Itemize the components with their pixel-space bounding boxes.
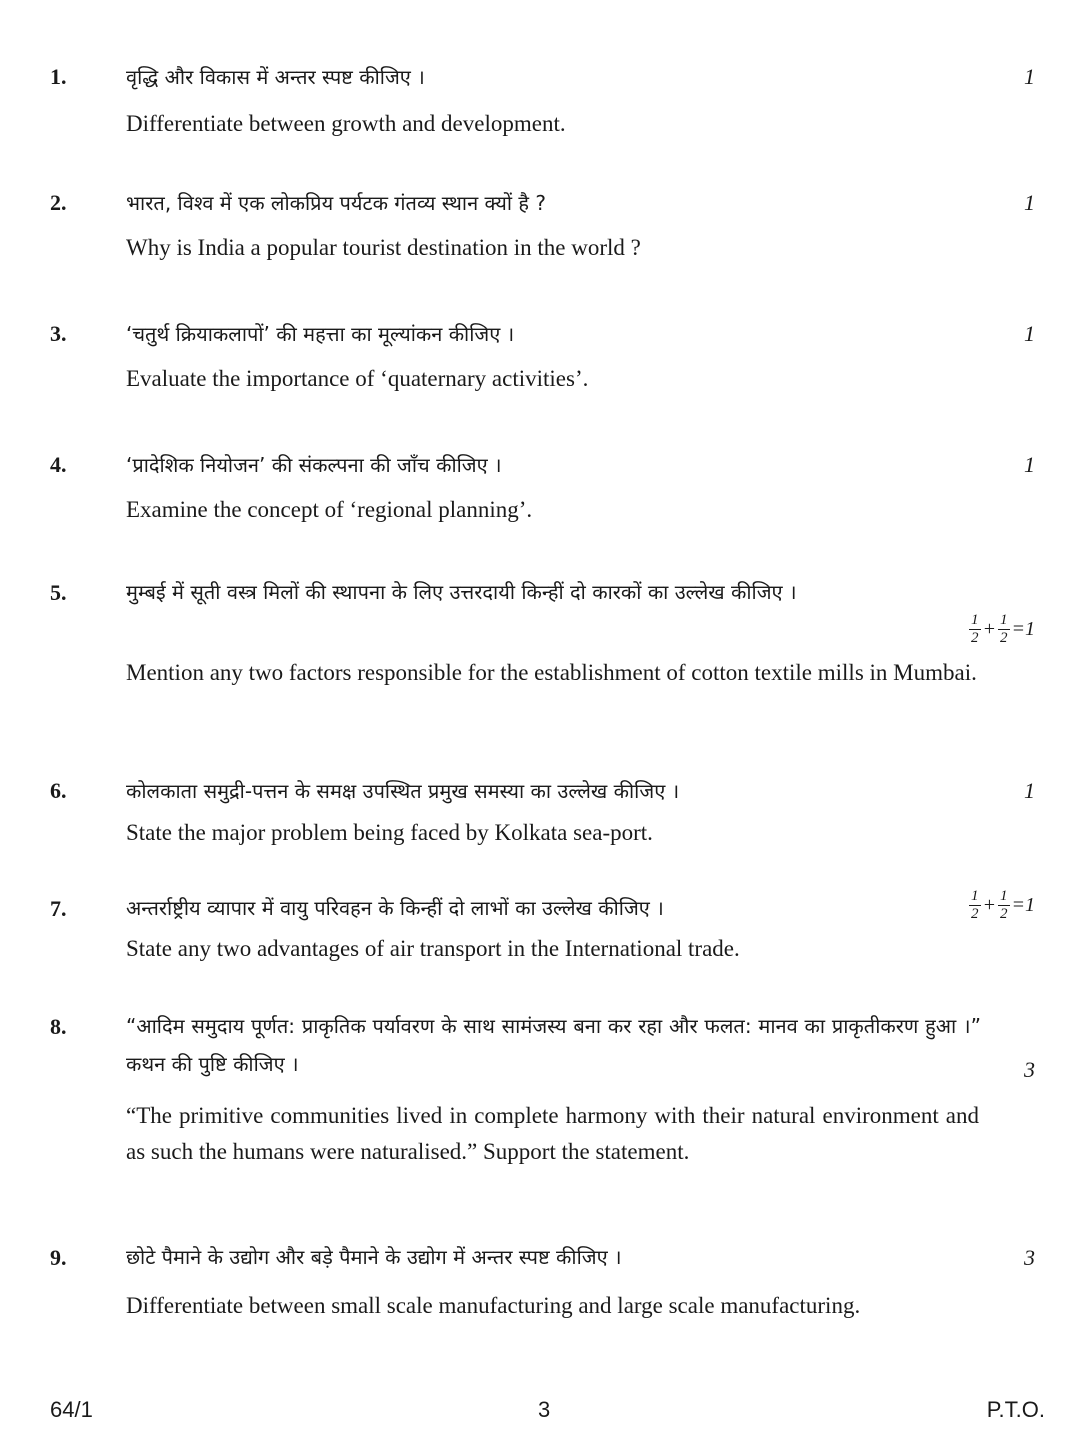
- marks: 3: [1024, 1057, 1035, 1082]
- fraction: $\frac{1}{2}$: [1000, 612, 1008, 646]
- question-text-hindi: “आदिम समुदाय पूर्णत: प्राकृतिक पर्यावरण के साथ सामंजस्य बना कर रहा और फलत: मानव का प्राकृतीकरण हुआ ।” कथन की पुष्टि कीजिए ।: [126, 1014, 981, 1076]
- question-text-english: Evaluate the importance of ‘quaternary activities’.: [126, 366, 589, 391]
- question-text-english: Mention any two factors responsible for the establishment of cotton textile mills in Mumbai.: [126, 660, 977, 685]
- question-number: 1.: [50, 64, 67, 89]
- question-text-hindi: भारत, विश्व में एक लोकप्रिय पर्यटक गंतव्य स्थान क्यों है ?: [126, 191, 546, 215]
- marks: 1: [1024, 452, 1035, 477]
- question-text-english: Examine the concept of ‘regional planning’.: [126, 497, 533, 522]
- marks: 3: [1024, 1245, 1035, 1270]
- marks: 1: [1024, 64, 1035, 89]
- question-text-english: Why is India a popular tourist destination in the world ?: [126, 235, 641, 260]
- question-text-english: State the major problem being faced by Kolkata sea-port.: [126, 820, 653, 845]
- question-text-hindi: कोलकाता समुद्री-पत्तन के समक्ष उपस्थित प्रमुख समस्या का उल्लेख कीजिए ।: [126, 779, 680, 803]
- question-number: 8.: [50, 1014, 67, 1039]
- question-text-english: Differentiate between small scale manufacturing and large scale manufacturing.: [126, 1293, 861, 1318]
- question-text-hindi: अन्तर्राष्ट्रीय व्यापार में वायु परिवहन के किन्हीं दो लाभों का उल्लेख कीजिए ।: [126, 896, 664, 920]
- question-number: 2.: [50, 190, 67, 215]
- question-text-english: “The primitive communities lived in complete harmony with their natural environment and as such the humans were naturalised.” Support the statement.: [126, 1103, 979, 1164]
- marks: 1: [1024, 321, 1035, 346]
- question-text-english: Differentiate between growth and development.: [126, 111, 566, 136]
- fraction: $\frac{1}{2}$: [971, 612, 979, 646]
- fraction: $\frac{1}{2}$: [1000, 888, 1008, 922]
- question-text-hindi: छोटे पैमाने के उद्योग और बड़े पैमाने के उद्योग में अन्तर स्पष्ट कीजिए ।: [126, 1245, 622, 1269]
- paper-code: 64/1: [50, 1397, 93, 1422]
- question-number: 3.: [50, 321, 67, 346]
- question-text-hindi: ‘चतुर्थ क्रियाकलापों’ की महत्ता का मूल्यांकन कीजिए ।: [126, 322, 515, 346]
- question-text-hindi: मुम्बई में सूती वस्त्र मिलों की स्थापना के लिए उत्तरदायी किन्हीं दो कारकों का उल्लेख कीजिए ।: [126, 580, 797, 604]
- fraction: $\frac{1}{2}$: [971, 888, 979, 922]
- marks: 1: [1024, 778, 1035, 803]
- question-text-hindi: ‘प्रादेशिक नियोजन’ की संकल्पना की जाँच कीजिए ।: [126, 453, 502, 477]
- marks: 1: [1024, 190, 1035, 215]
- pto-label: P.T.O.: [986, 1397, 1045, 1422]
- question-text-hindi: वृद्धि और विकास में अन्तर स्पष्ट कीजिए ।: [126, 65, 425, 89]
- question-number: 5.: [50, 580, 67, 605]
- marks: $\frac{1}{2}$ + $\frac{1}{2}$ =1: [971, 888, 1035, 922]
- question-number: 9.: [50, 1245, 67, 1270]
- question-number: 4.: [50, 452, 67, 477]
- question-number: 6.: [50, 778, 67, 803]
- question-number: 7.: [50, 896, 67, 921]
- marks: $\frac{1}{2}$ + $\frac{1}{2}$ =1: [971, 612, 1035, 646]
- page-number: 3: [538, 1397, 551, 1422]
- question-text-english: State any two advantages of air transport in the International trade.: [126, 936, 740, 961]
